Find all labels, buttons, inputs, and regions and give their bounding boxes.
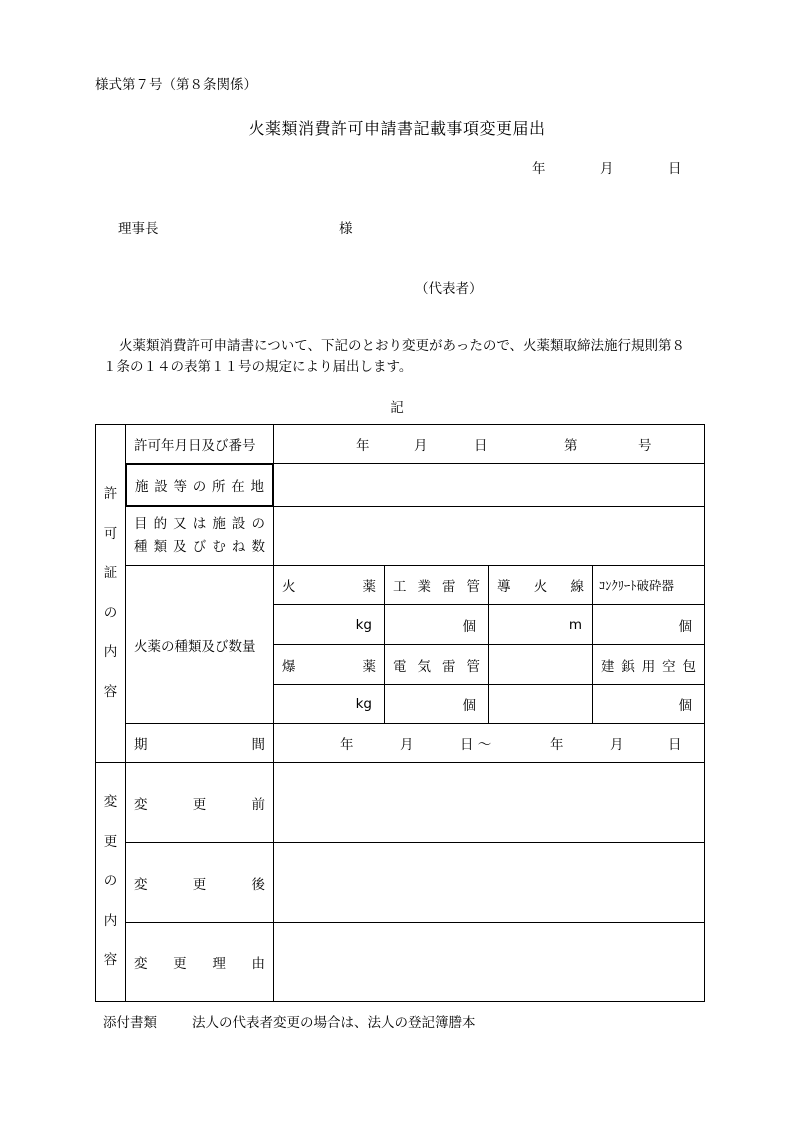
change-content-label: 変 更 の 内 容: [96, 763, 126, 1002]
representative-label: （代表者）: [415, 281, 483, 297]
blank-cell-2[interactable]: [489, 685, 593, 724]
after-change-field[interactable]: [274, 843, 705, 923]
purpose-label: 目 的 又 は 施 設 の 種 類 及 び む ね 数: [126, 507, 274, 566]
facility-location-label: 施 設 等 の 所 在 地: [126, 464, 273, 506]
kenbyo-qty-field[interactable]: 個: [593, 685, 705, 724]
change-reason-field[interactable]: [274, 923, 705, 1002]
date-month: 月: [600, 161, 614, 177]
kayaku-qty-field[interactable]: kg: [274, 605, 385, 645]
header-denki-raikan: 電 気 雷 管: [385, 645, 489, 685]
addressee-honorific: 様: [339, 221, 353, 237]
kogyo-raikan-qty-field[interactable]: 個: [385, 605, 489, 645]
facility-location-field[interactable]: [274, 464, 705, 507]
period-field[interactable]: 年 月 日 ～ 年 月 日: [274, 724, 705, 763]
before-change-label: 変 更 前: [126, 763, 274, 843]
bakuyaku-qty-field[interactable]: kg: [274, 685, 385, 724]
permit-content-label: 許 可 証 の 内 容: [96, 425, 126, 763]
period-label: 期 間: [126, 724, 274, 763]
header-doka-sen: 導 火 線: [489, 566, 593, 605]
document-title: 火薬類消費許可申請書記載事項変更届出: [248, 119, 546, 138]
header-kogyo-raikan: 工 業 雷 管: [385, 566, 489, 605]
date-day: 日: [668, 161, 682, 177]
ki-heading: 記: [390, 400, 404, 416]
notification-table: [95, 424, 705, 1002]
after-change-label: 変 更 後: [126, 843, 274, 923]
addressee-name: 理事長: [118, 221, 159, 237]
change-reason-label: 変 更 理 由: [126, 923, 274, 1002]
purpose-field[interactable]: [274, 507, 705, 566]
doka-sen-qty-field[interactable]: m: [489, 605, 593, 645]
header-kayaku: 火 薬: [274, 566, 385, 605]
header-concrete: ｺﾝｸﾘｰﾄ破砕器: [593, 566, 705, 605]
header-bakuyaku: 爆 薬: [274, 645, 385, 685]
before-change-field[interactable]: [274, 763, 705, 843]
form-number: 様式第７号（第８条関係）: [95, 77, 257, 93]
date-year: 年: [532, 161, 546, 177]
permit-date-number-field[interactable]: 年 月 日 第 号: [274, 425, 705, 464]
explosive-types-label: 火薬の種類及び数量: [126, 566, 274, 724]
body-text: 火薬類消費許可申請書について、下記のとおり変更があったので、火薬類取締法施行規則第８１条の１４の表第１１号の規定により届出します。: [103, 338, 686, 375]
header-kenbyo: 建 鋲 用 空 包: [593, 645, 705, 685]
blank-cell[interactable]: [489, 645, 593, 685]
permit-date-number-label: 許可年月日及び番号: [126, 425, 274, 464]
concrete-qty-field[interactable]: 個: [593, 605, 705, 645]
denki-raikan-qty-field[interactable]: 個: [385, 685, 489, 724]
attachment-label: 添付書類: [103, 1015, 157, 1031]
attachment-text: 法人の代表者変更の場合は、法人の登記簿謄本: [192, 1015, 476, 1031]
